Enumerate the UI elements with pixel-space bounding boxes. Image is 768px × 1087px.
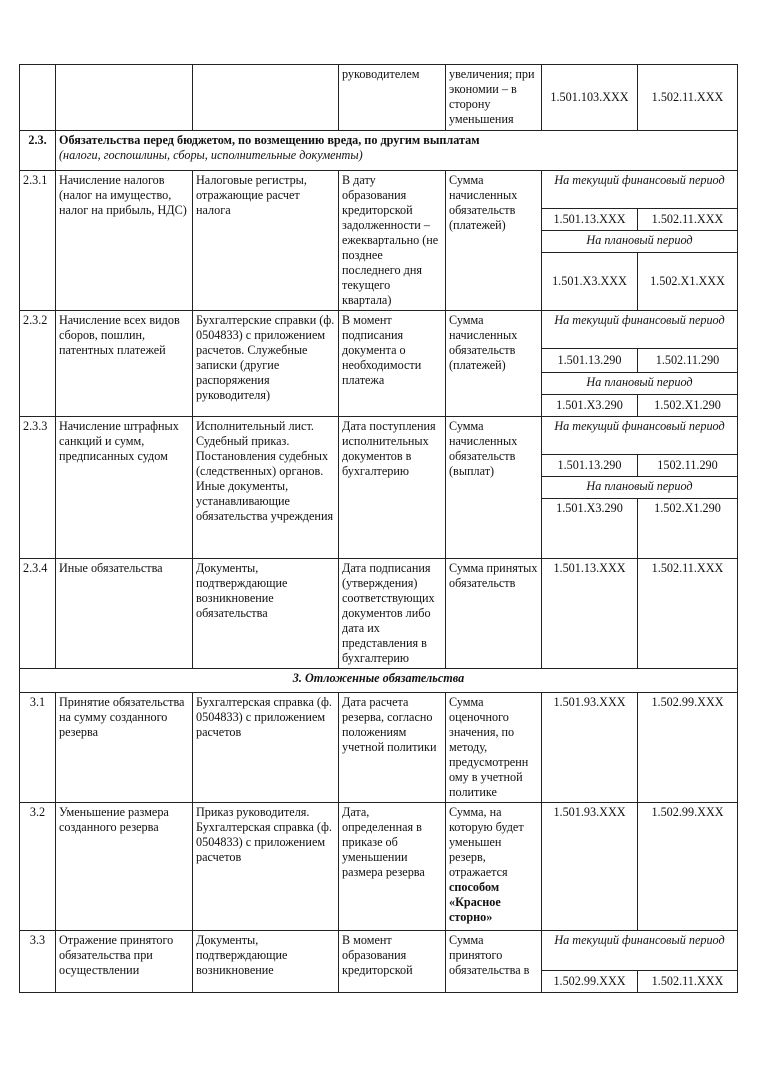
cell-doc: Исполнительный лист. Судебный приказ. Постановления судебных (следственных) органов. Иные документы, устанавливающие обязательства учреждения (193, 417, 339, 559)
cell-sum: Сумма начисленных обязательств (платежей) (446, 311, 542, 417)
cell-date: В момент подписания документа о необходимости платежа (339, 311, 446, 417)
cell-name: Начисление налогов (налог на имущество, налог на прибыль, НДС) (56, 171, 193, 311)
table-row (20, 171, 738, 209)
cell-sum: увеличения; при экономии – в сторону уменьшения (446, 65, 542, 131)
cell-num: 3.3 (20, 931, 56, 993)
period-current: На текущий финансовый период (542, 417, 738, 455)
period-plan: На плановый период (542, 477, 738, 499)
cell-sum: Сумма начисленных обязательств (платежей) (446, 171, 542, 311)
cell-credit: 1502.11.290 (638, 455, 738, 477)
accounting-table (19, 64, 738, 993)
cell-credit: 1.502.X1.290 (638, 499, 738, 559)
period-current: На текущий финансовый период (542, 311, 738, 349)
cell-num: 2.3.1 (20, 171, 56, 311)
section-title-cell (56, 131, 738, 171)
cell-debit: 1.501.13.290 (542, 455, 638, 477)
cell-sum: Сумма начисленных обязательств (выплат) (446, 417, 542, 559)
cell-name: Начисление штрафных санкций и сумм, предписанных судом (56, 417, 193, 559)
cell-credit: 1.502.11.XXX (638, 65, 738, 131)
cell-doc: Приказ руководителя. Бухгалтерская справка (ф. 0504833) с приложением расчетов (193, 803, 339, 931)
cell-doc: Бухгалтерские справки (ф. 0504833) с приложением расчетов. Служебные записки (другие распоряжения руководителя) (193, 311, 339, 417)
cell-date: Дата поступления исполнительных документов в бухгалтерию (339, 417, 446, 559)
cell-num: 3.2 (20, 803, 56, 931)
cell-credit: 1.502.11.XXX (638, 559, 738, 669)
cell-sum: Сумма оценочного значения, по методу, предусмотренн ому в учетной политике (446, 693, 542, 803)
cell-debit: 1.501.103.XXX (542, 65, 638, 131)
cell-date: Дата, определенная в приказе об уменьшении размера резерва (339, 803, 446, 931)
section-header-row (20, 131, 738, 171)
table-row (20, 931, 738, 971)
cell-date: В дату образования кредиторской задолженности – ежеквартально (не позднее последнего дня текущего квартала) (339, 171, 446, 311)
cell-doc: Документы, подтверждающие возникновение (193, 931, 339, 993)
cell-credit: 1.502.X1.XXX (638, 253, 738, 311)
table-row (20, 417, 738, 455)
cell-num: 2.3.4 (20, 559, 56, 669)
section-subtitle: (налоги, госпошлины, сборы, исполнительные документы) (59, 148, 363, 162)
cell-name: Иные обязательства (56, 559, 193, 669)
cell-num: 3.1 (20, 693, 56, 803)
cell-name: Начисление всех видов сборов, пошлин, патентных платежей (56, 311, 193, 417)
cell-doc: Налоговые регистры, отражающие расчет налога (193, 171, 339, 311)
cell-credit: 1.502.11.XXX (638, 209, 738, 231)
cell-num: 2.3. (20, 131, 56, 171)
cell-num: 2.3.2 (20, 311, 56, 417)
cell-name: Отражение принятого обязательства при осуществлении (56, 931, 193, 993)
cell-debit: 1.501.X3.290 (542, 499, 638, 559)
cell-name: Уменьшение размера созданного резерва (56, 803, 193, 931)
cell-sum: Сумма принятых обязательств (446, 559, 542, 669)
cell-date: Дата подписания (утверждения) соответствующих документов либо дата их представления в бухгалтерию (339, 559, 446, 669)
cell-debit: 1.501.X3.XXX (542, 253, 638, 311)
cell-debit: 1.501.X3.290 (542, 395, 638, 417)
period-plan: На плановый период (542, 231, 738, 253)
cell-sum (446, 803, 542, 931)
cell-debit: 1.501.13.XXX (542, 209, 638, 231)
period-current: На текущий финансовый период (542, 171, 738, 209)
section-title: Обязательства перед бюджетом, по возмещению вреда, по другим выплатам (59, 133, 480, 147)
period-current: На текущий финансовый период (542, 931, 738, 971)
table-row (20, 803, 738, 931)
cell-credit: 1.502.99.XXX (638, 693, 738, 803)
cell-debit: 1.501.93.XXX (542, 693, 638, 803)
cell-credit: 1.502.11.XXX (638, 971, 738, 993)
cell-debit: 1.501.13.XXX (542, 559, 638, 669)
cell-num: 2.3.3 (20, 417, 56, 559)
cell-credit: 1.502.11.290 (638, 349, 738, 373)
cell-debit: 1.501.13.290 (542, 349, 638, 373)
sum-text: Сумма, на которую будет уменьшен резерв, отражается (449, 805, 524, 879)
cell-debit: 1.501.93.XXX (542, 803, 638, 931)
sum-bold-text: способом «Красное сторно» (449, 880, 501, 924)
table-row (20, 311, 738, 349)
cell-credit: 1.502.X1.290 (638, 395, 738, 417)
period-plan: На плановый период (542, 373, 738, 395)
table-row (20, 559, 738, 669)
cell-doc: Документы, подтверждающие возникновение обязательства (193, 559, 339, 669)
cell-date: руководителем (339, 65, 446, 131)
cell-doc: Бухгалтерская справка (ф. 0504833) с приложением расчетов (193, 693, 339, 803)
cell-sum: Сумма принятого обязательства в (446, 931, 542, 993)
cell-date: В момент образования кредиторской (339, 931, 446, 993)
cell-name: Принятие обязательства на сумму созданного резерва (56, 693, 193, 803)
cell-debit: 1.502.99.XXX (542, 971, 638, 993)
table-row (20, 693, 738, 803)
cell-date: Дата расчета резерва, согласно положениям учетной политики (339, 693, 446, 803)
section-title: 3. Отложенные обязательства (20, 669, 738, 693)
section-header-row (20, 669, 738, 693)
cell-credit: 1.502.99.XXX (638, 803, 738, 931)
table-row (20, 65, 738, 131)
